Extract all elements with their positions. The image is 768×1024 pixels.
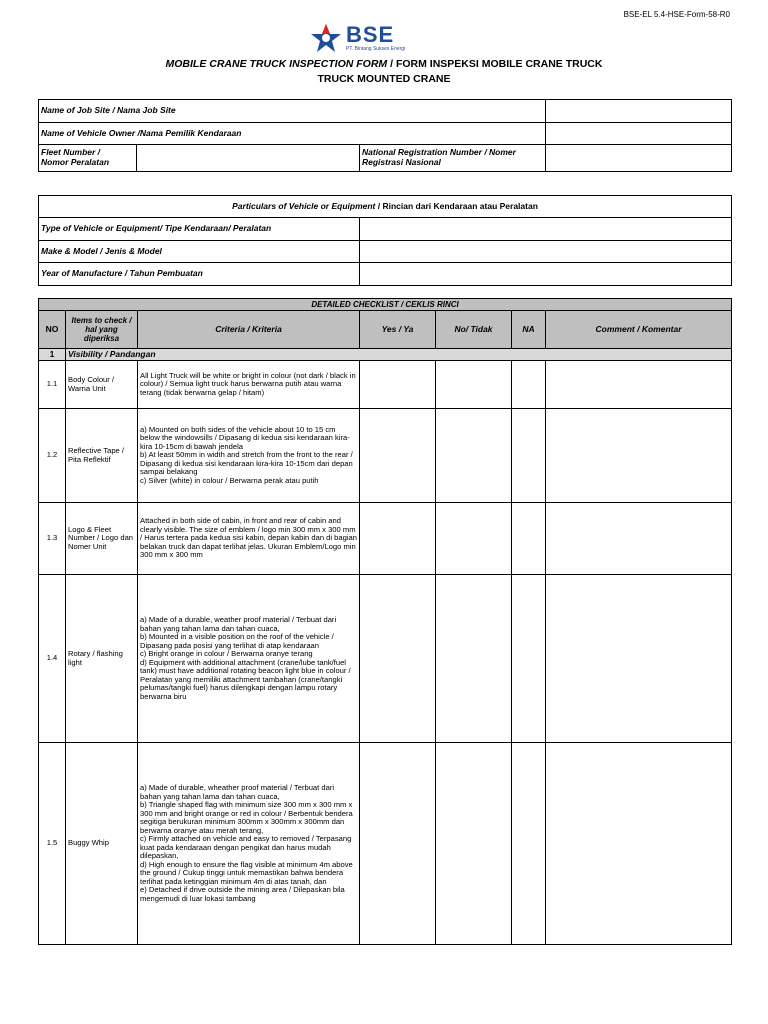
na-cell[interactable] — [512, 361, 546, 409]
col-criteria: Criteria / Kriteria — [138, 311, 360, 349]
no-cell[interactable] — [436, 743, 512, 945]
row-item: Logo & Fleet Number / Logo dan Nomer Unit — [66, 503, 138, 575]
yes-cell[interactable] — [360, 503, 436, 575]
row-item: Reflective Tape / Pita Reflektif — [66, 409, 138, 503]
job-site-label: Name of Job Site / Nama Job Site — [39, 100, 546, 123]
col-no: NO — [39, 311, 66, 349]
year-field[interactable] — [360, 263, 732, 286]
col-yes: Yes / Ya — [360, 311, 436, 349]
row-criteria: All Light Truck will be white or bright in colour (not dark / black in colour) / Semua light truck harus berwarna putih atau warna terang (tidak berwarna gelap / hitam) — [138, 361, 360, 409]
make-model-label: Make & Model / Jenis & Model — [39, 241, 360, 263]
row-number: 1.3 — [39, 503, 66, 575]
col-comment: Comment / Komentar — [546, 311, 732, 349]
particulars-table — [38, 195, 732, 286]
site-info-table — [38, 99, 732, 172]
registration-label: National Registration Number / Nomer Registrasi Nasional — [360, 145, 546, 172]
yes-cell[interactable] — [360, 361, 436, 409]
owner-field[interactable] — [546, 123, 732, 145]
fleet-number-label: Fleet Number / Nomor Peralatan — [39, 145, 137, 172]
vehicle-type-field[interactable] — [360, 218, 732, 241]
row-criteria: a) Made of durable, wheather proof material / Terbuat dari bahan yang tahan lama dan tahan cuaca, b) Triangle shaped flag with minimum size 300 mm x 300 mm x 300 mm and bright orange or red in colour / Berbentuk bendera segitiga berukuran minimum 300mm x 300mm x 300mm dan berwarna oranye atau merah terang, c) Firmly attached on vehicle and easy to removed / Terpasang kuat pada kendaraan dengan pengikat dan harus mudah dilepaskan, d) High enough to ensure the flag visible at minimum 4m above the ground / Cukup tinggi untuk memastikan bahwa bendera terlihat pada ketinggian minimum 4m di atas tanah, dan e) Detached if drive outside the mining area / Dilepaskan bila mengemudi di luar lokasi tambang — [138, 743, 360, 945]
no-cell[interactable] — [436, 503, 512, 575]
comment-cell[interactable] — [546, 503, 732, 575]
vehicle-type-label: Type of Vehicle or Equipment/ Tipe Kendaraan/ Peralatan — [39, 218, 360, 241]
no-cell[interactable] — [436, 361, 512, 409]
registration-field[interactable] — [546, 145, 732, 172]
checklist-table — [38, 298, 732, 945]
yes-cell[interactable] — [360, 743, 436, 945]
row-number: 1.4 — [39, 575, 66, 743]
form-title: MOBILE CRANE TRUCK INSPECTION FORM / FORM INSPEKSI MOBILE CRANE TRUCK — [165, 58, 603, 70]
na-cell[interactable] — [512, 409, 546, 503]
logo-text: BSE — [346, 22, 395, 47]
section-number: 1 — [39, 349, 66, 361]
section-label: Visibility / Pandangan — [66, 349, 732, 361]
yes-cell[interactable] — [360, 575, 436, 743]
company-logo — [310, 22, 430, 56]
na-cell[interactable] — [512, 503, 546, 575]
row-item: Buggy Whip — [66, 743, 138, 945]
fleet-number-field[interactable] — [137, 145, 360, 172]
col-no-tidak: No/ Tidak — [436, 311, 512, 349]
checklist-row — [39, 503, 732, 575]
row-criteria: Attached in both side of cabin, in front and rear of cabin and clearly visible. The size of emblem / logo min 300 mm x 300 mm / Harus tertera pada kedua sisi kabin, depan kabin dan di bagian belakan truck dan dapat terlihat jelas. Ukuran Emblem/Logo min 300 mm x 300 mm — [138, 503, 360, 575]
comment-cell[interactable] — [546, 743, 732, 945]
owner-label: Name of Vehicle Owner /Nama Pemilik Kendaraan — [39, 123, 546, 145]
comment-cell[interactable] — [546, 575, 732, 743]
particulars-heading: Particulars of Vehicle or Equipment / Rincian dari Kendaraan atau Peralatan — [39, 196, 732, 218]
no-cell[interactable] — [436, 575, 512, 743]
col-items: Items to check / hal yang diperiksa — [66, 311, 138, 349]
row-criteria: a) Mounted on both sides of the vehicle about 10 to 15 cm below the windowsills / Dipasang di kedua sisi kendaraan kira-kira 10-15cm di bawah jendela b) At least 50mm in width and stretch from the front to the rear / Dipasang di kedua sisi kendaraan kira-kira 10-15cm dari depan sampai belakang c) Silver (white) in colour / Berwarna perak atau putih — [138, 409, 360, 503]
checklist-row — [39, 743, 732, 945]
comment-cell[interactable] — [546, 409, 732, 503]
row-item: Body Colour / Warna Unit — [66, 361, 138, 409]
checklist-row — [39, 361, 732, 409]
make-model-field[interactable] — [360, 241, 732, 263]
form-subtitle: TRUCK MOUNTED CRANE — [317, 73, 451, 85]
checklist-row — [39, 575, 732, 743]
year-label: Year of Manufacture / Tahun Pembuatan — [39, 263, 360, 286]
row-criteria: a) Made of a durable, weather proof material / Terbuat dari bahan yang tahan lama dan tahan cuaca, b) Mounted in a visible position on the roof of the vehicle / Dipasang pada posisi yang terlihat di atap kendaraan c) Bright orange in colour / Berwarna oranye terang d) Equipment with additional attachment (crane/lube tank/fuel tank) must have additional rotating beacon light blue in colour / Peralatan yang memiliki attachment tambahan (crane/tangki pelumas/tangki fuel) harus dilengkapi dengan lampu rotary berwarna biru — [138, 575, 360, 743]
na-cell[interactable] — [512, 743, 546, 945]
document-code: BSE-EL 5.4-HSE-Form-58-R0 — [623, 10, 730, 19]
row-item: Rotary / flashing light — [66, 575, 138, 743]
na-cell[interactable] — [512, 575, 546, 743]
row-number: 1.1 — [39, 361, 66, 409]
row-number: 1.2 — [39, 409, 66, 503]
row-number: 1.5 — [39, 743, 66, 945]
checklist-heading: DETAILED CHECKLIST / CEKLIS RINCI — [39, 299, 732, 311]
job-site-field[interactable] — [546, 100, 732, 123]
checklist-row — [39, 409, 732, 503]
yes-cell[interactable] — [360, 409, 436, 503]
logo-tagline: PT. Bintang Sukses Energi — [346, 46, 406, 52]
no-cell[interactable] — [436, 409, 512, 503]
comment-cell[interactable] — [546, 361, 732, 409]
star-logo-icon — [310, 22, 342, 54]
col-na: NA — [512, 311, 546, 349]
